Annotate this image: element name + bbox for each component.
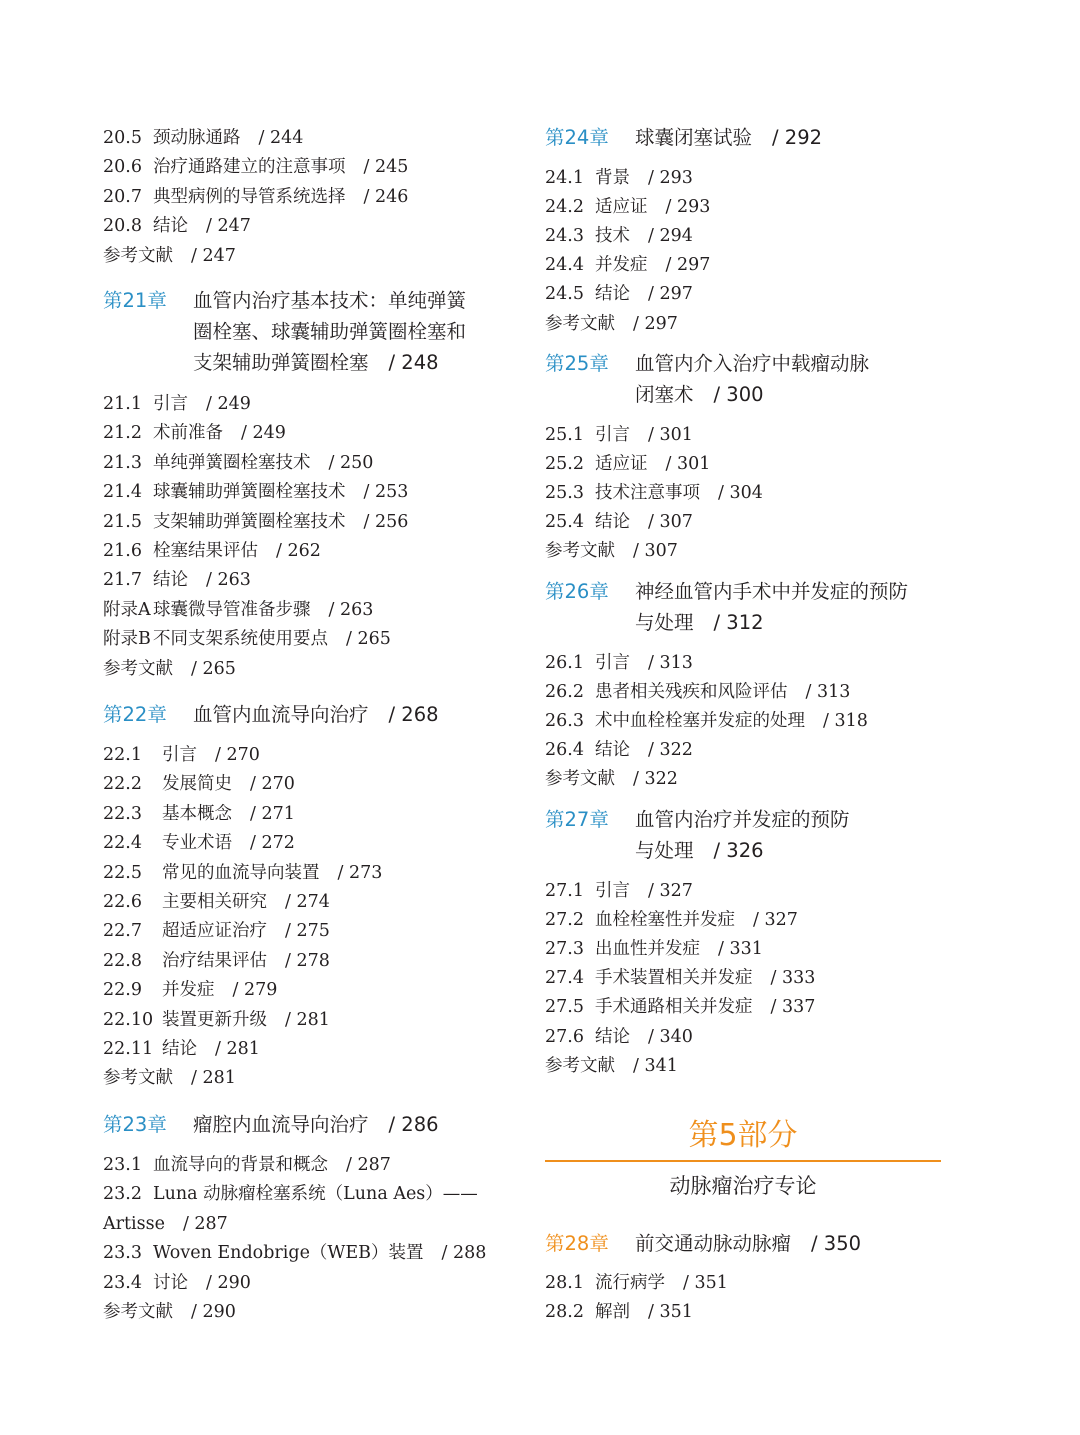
entry-page: / 275 <box>285 921 330 942</box>
chapter-page: / 312 <box>713 611 764 634</box>
entry-number: 26.3 <box>545 711 584 732</box>
chapter-title-text: 血管内介入治疗中载瘤动脉 <box>635 352 870 375</box>
entry-number: 22.5 <box>103 862 142 883</box>
entry-title: 治疗通路建立的注意事项 <box>153 157 346 178</box>
entry-page: / 265 <box>191 658 236 679</box>
toc-entry[interactable] <box>545 908 798 932</box>
toc-entry[interactable] <box>545 1025 693 1049</box>
toc-entry[interactable] <box>545 1300 693 1324</box>
entry-title: 栓塞结果评估 <box>153 541 258 561</box>
entry-number: 22.8 <box>103 950 142 971</box>
entry-title: 结论 <box>595 1026 630 1047</box>
entry-number: 21.1 <box>103 394 142 414</box>
chapter-title-line <box>635 1229 861 1259</box>
entry-number: 附录B <box>103 629 151 650</box>
toc-entry[interactable] <box>103 949 330 973</box>
toc-entry[interactable] <box>103 1212 228 1236</box>
entry-title: 适应证 <box>595 454 648 475</box>
entry-page: / 351 <box>683 1273 728 1293</box>
entry-number: 24.5 <box>545 284 584 305</box>
entry-number: 参考文献 <box>545 769 615 790</box>
entry-number: 27.1 <box>545 881 584 901</box>
chapter-label: 第26章 <box>545 580 609 603</box>
entry-title: 技术注意事项 <box>595 483 700 504</box>
part-divider <box>545 1160 941 1162</box>
entry-page: / 290 <box>206 1272 251 1293</box>
chapter-title-text: 血管内血流导向治疗 <box>193 703 369 726</box>
entry-page: / 307 <box>633 541 678 562</box>
entry-title: 引言 <box>162 745 197 765</box>
entry-page: / 313 <box>648 653 693 673</box>
entry-page: / 281 <box>191 1068 236 1089</box>
chapter-title-line <box>635 836 764 866</box>
entry-page: / 297 <box>665 255 711 276</box>
entry-number: 20.6 <box>103 157 142 178</box>
chapter-page: / 292 <box>772 126 823 149</box>
chapter-title-text: 圈栓塞、球囊辅助弹簧圈栓塞和 <box>193 320 467 343</box>
entry-title: 典型病例的导管系统选择 <box>153 186 346 207</box>
entry-page: / 287 <box>346 1155 391 1175</box>
toc-entry[interactable] <box>545 253 710 277</box>
entry-number: 参考文献 <box>545 541 615 562</box>
chapter-page: / 300 <box>713 383 764 406</box>
entry-number: 参考文献 <box>545 313 615 334</box>
entry-page: / 250 <box>328 452 374 473</box>
chapter-title-text: 与处理 <box>635 611 694 634</box>
toc-entry[interactable] <box>103 539 321 563</box>
entry-page: / 265 <box>346 629 391 650</box>
entry-number: 26.4 <box>545 740 584 761</box>
entry-number: 27.3 <box>545 939 584 960</box>
chapter-title-line <box>635 608 764 638</box>
entry-number: 23.1 <box>103 1155 142 1175</box>
entry-number: 27.4 <box>545 968 584 989</box>
toc-entry[interactable] <box>545 539 678 563</box>
chapter-title-text: 神经血管内手术中并发症的预防 <box>635 580 909 603</box>
entry-page: / 270 <box>250 774 295 795</box>
entry-number: 参考文献 <box>103 658 173 679</box>
chapter-title-line <box>635 577 908 607</box>
entry-title: 发展简史 <box>162 774 232 795</box>
chapter-label: 第24章 <box>545 126 609 149</box>
entry-number: 27.2 <box>545 910 584 931</box>
toc-entry[interactable] <box>103 451 373 475</box>
entry-page: / 245 <box>363 157 409 178</box>
entry-page: / 327 <box>753 910 798 931</box>
toc-entry[interactable] <box>545 767 678 791</box>
entry-page: / 278 <box>285 950 330 971</box>
entry-number: 21.3 <box>103 452 142 473</box>
toc-entry[interactable] <box>103 155 408 179</box>
entry-number: 21.2 <box>103 423 142 444</box>
toc-entry[interactable] <box>103 126 303 150</box>
entry-title: 结论 <box>153 570 188 591</box>
chapter-title-text: 血管内治疗基本技术：单纯弹簧 <box>193 289 467 312</box>
entry-number: 22.2 <box>103 774 142 795</box>
entry-page: / 274 <box>285 892 330 912</box>
entry-title: 装置更新升级 <box>162 1009 267 1030</box>
entry-number: 28.1 <box>545 1273 584 1293</box>
entry-number: 25.1 <box>545 425 584 445</box>
toc-entry[interactable] <box>103 480 408 504</box>
entry-page: / 322 <box>648 740 693 761</box>
entry-title: Luna 动脉瘤栓塞系统（Luna Aes）—— <box>153 1184 478 1205</box>
chapter-page: / 268 <box>388 703 439 726</box>
toc-entry[interactable] <box>103 510 408 534</box>
entry-page: / 273 <box>337 862 383 883</box>
entry-title: 球囊微导管准备步骤 <box>153 599 311 620</box>
entry-page: / 290 <box>191 1302 236 1322</box>
entry-number: 24.1 <box>545 168 584 188</box>
entry-number: 27.5 <box>545 997 584 1018</box>
toc-entry[interactable] <box>545 481 763 505</box>
entry-title: 术前准备 <box>153 423 223 444</box>
entry-page: / 341 <box>633 1055 678 1076</box>
entry-number: 参考文献 <box>103 245 173 266</box>
chapter-title-text: 球囊闭塞试验 <box>635 126 753 149</box>
toc-entry[interactable] <box>103 627 391 651</box>
entry-title: 背景 <box>595 168 630 188</box>
toc-entry[interactable] <box>545 937 763 961</box>
entry-title: 支架辅助弹簧圈栓塞技术 <box>153 511 346 532</box>
entry-page: / 247 <box>191 245 236 266</box>
entry-page: / 281 <box>285 1009 330 1030</box>
chapter-title-line <box>193 348 439 378</box>
entry-page: / 281 <box>215 1039 260 1059</box>
chapter-title-line <box>193 317 466 347</box>
entry-title: 结论 <box>595 740 630 761</box>
chapter-title-text: 支架辅助弹簧圈栓塞 <box>193 351 369 374</box>
entry-title: 引言 <box>595 425 630 445</box>
toc-entry[interactable] <box>103 1153 391 1177</box>
entry-number: 25.2 <box>545 454 584 475</box>
toc-entry[interactable] <box>103 743 260 767</box>
toc-entry[interactable] <box>103 185 408 209</box>
entry-page: / 246 <box>363 186 409 207</box>
toc-entry[interactable] <box>545 738 693 762</box>
chapter-title-line <box>635 349 869 379</box>
toc-entry[interactable] <box>545 312 678 336</box>
entry-number: 21.4 <box>103 482 142 503</box>
entry-number: 22.3 <box>103 803 142 824</box>
entry-number: 附录A <box>103 599 151 620</box>
entry-number: 22.10 <box>103 1009 154 1030</box>
entry-page: / 256 <box>363 511 409 532</box>
entry-title: 专业术语 <box>162 833 232 854</box>
toc-entry[interactable] <box>545 423 693 447</box>
toc-entry[interactable] <box>103 772 295 796</box>
entry-number: 24.2 <box>545 197 584 218</box>
toc-entry[interactable] <box>103 1037 260 1061</box>
toc-entry[interactable] <box>103 919 330 943</box>
entry-title: 常见的血流导向装置 <box>162 862 320 883</box>
entry-number: 21.6 <box>103 541 142 561</box>
entry-page: / 263 <box>206 570 251 591</box>
entry-page: / 304 <box>718 483 763 504</box>
toc-entry[interactable] <box>103 831 295 855</box>
entry-number: 26.2 <box>545 682 584 703</box>
chapter-title-text: 瘤腔内血流导向治疗 <box>193 1113 369 1136</box>
entry-number: 26.1 <box>545 653 584 673</box>
entry-page: / 293 <box>665 197 711 218</box>
entry-page: / 340 <box>648 1026 693 1047</box>
entry-number: 23.4 <box>103 1272 142 1293</box>
entry-page: / 307 <box>648 512 693 533</box>
entry-title: 引言 <box>595 881 630 901</box>
entry-title: 并发症 <box>595 255 648 276</box>
entry-title: 治疗结果评估 <box>162 950 267 971</box>
entry-page: / 279 <box>232 980 278 1001</box>
entry-number: 参考文献 <box>103 1302 173 1322</box>
chapter-title-text: 前交通动脉动脉瘤 <box>635 1232 792 1255</box>
entry-page: / 244 <box>258 128 304 148</box>
entry-title: 流行病学 <box>595 1273 665 1293</box>
entry-number: 参考文献 <box>545 1055 615 1076</box>
entry-title: 适应证 <box>595 197 648 218</box>
toc-entry[interactable] <box>545 452 710 476</box>
entry-title: Woven Endobrige（WEB）装置 <box>153 1243 424 1264</box>
chapter-label: 第27章 <box>545 808 609 831</box>
entry-page: / 333 <box>770 968 816 989</box>
toc-entry[interactable] <box>545 966 815 990</box>
entry-title: 结论 <box>153 216 188 237</box>
entry-number: 25.4 <box>545 512 584 533</box>
entry-title: 技术 <box>595 226 630 247</box>
chapter-label: 第23章 <box>103 1113 167 1136</box>
entry-title: 讨论 <box>153 1272 188 1293</box>
entry-page: / 263 <box>328 599 374 620</box>
entry-title: 结论 <box>162 1039 197 1059</box>
entry-page: / 297 <box>633 313 678 334</box>
entry-page: / 288 <box>441 1243 487 1264</box>
toc-entry[interactable] <box>103 1241 486 1265</box>
entry-title: 并发症 <box>162 980 215 1001</box>
toc-entry[interactable] <box>545 282 693 306</box>
chapter-title-text: 血管内治疗并发症的预防 <box>635 808 850 831</box>
entry-number: 参考文献 <box>103 1068 173 1089</box>
toc-entry[interactable] <box>545 510 693 534</box>
toc-entry[interactable] <box>545 166 693 190</box>
entry-page: / 270 <box>215 745 260 765</box>
part-5-header <box>545 1116 941 1200</box>
toc-entry[interactable] <box>545 680 850 704</box>
entry-number: 25.3 <box>545 483 584 504</box>
chapter-page: / 350 <box>811 1232 862 1255</box>
entry-title: 患者相关残疾和风险评估 <box>595 682 788 703</box>
toc-entry[interactable] <box>103 568 251 592</box>
chapter-title-line <box>635 380 764 410</box>
toc-entry[interactable] <box>545 651 693 675</box>
entry-page: / 301 <box>665 454 711 475</box>
entry-title: 球囊辅助弹簧圈栓塞技术 <box>153 482 346 503</box>
toc-entry[interactable] <box>545 1271 728 1295</box>
entry-page: / 297 <box>648 284 693 305</box>
chapter-title-line <box>193 286 466 316</box>
entry-page: / 313 <box>805 682 851 703</box>
toc-entry[interactable] <box>103 1008 330 1032</box>
entry-page: / 318 <box>823 711 868 732</box>
entry-title: 单纯弹簧圈栓塞技术 <box>153 452 311 473</box>
entry-number: 22.7 <box>103 921 142 942</box>
toc-entry[interactable] <box>103 1271 251 1295</box>
toc-entry[interactable] <box>103 1066 236 1090</box>
chapter-page: / 326 <box>713 839 764 862</box>
entry-page: / 287 <box>182 1213 228 1234</box>
entry-number: 20.8 <box>103 216 142 237</box>
entry-page: / 293 <box>648 168 693 188</box>
entry-number: 22.11 <box>103 1039 154 1059</box>
entry-title: 主要相关研究 <box>162 892 267 912</box>
part-subtitle: 动脉瘤治疗专论 <box>669 1174 817 1198</box>
entry-page: / 262 <box>276 541 321 561</box>
entry-title: 血流导向的背景和概念 <box>153 1155 328 1175</box>
entry-page: / 253 <box>363 482 409 503</box>
toc-entry[interactable] <box>545 995 815 1019</box>
toc-entry[interactable] <box>103 861 382 885</box>
entry-title: 不同支架系统使用要点 <box>153 629 328 650</box>
entry-page: / 322 <box>633 769 678 790</box>
chapter-label: 第22章 <box>103 703 167 726</box>
entry-page: / 331 <box>718 939 763 960</box>
entry-number: 22.6 <box>103 892 142 912</box>
entry-number: 21.5 <box>103 511 142 532</box>
entry-title: 引言 <box>595 653 630 673</box>
entry-number: 27.6 <box>545 1026 584 1047</box>
entry-number: 23.3 <box>103 1243 142 1264</box>
toc-entry[interactable] <box>103 421 286 445</box>
entry-number: 22.4 <box>103 833 142 854</box>
entry-number: 21.7 <box>103 570 142 591</box>
toc-entry[interactable] <box>103 978 277 1002</box>
entry-page: / 294 <box>648 226 693 247</box>
entry-number: 20.5 <box>103 128 142 148</box>
entry-title: 手术装置相关并发症 <box>595 968 753 989</box>
entry-title: 术中血栓栓塞并发症的处理 <box>595 711 805 732</box>
chapter-title-line <box>635 123 822 153</box>
chapter-label: 第28章 <box>545 1232 609 1255</box>
part-title: 第5部分 <box>688 1118 798 1153</box>
chapter-label: 第21章 <box>103 289 167 312</box>
entry-title: 结论 <box>595 284 630 305</box>
entry-page: / 327 <box>648 881 693 901</box>
entry-page: / 301 <box>648 425 693 445</box>
entry-page: / 272 <box>250 833 295 854</box>
entry-title: 手术通路相关并发症 <box>595 997 753 1018</box>
entry-title: 引言 <box>153 394 188 414</box>
entry-title: 血栓栓塞性并发症 <box>595 910 735 931</box>
entry-number: 24.3 <box>545 226 584 247</box>
entry-title: 颈动脉通路 <box>153 128 241 148</box>
entry-number: 23.2 <box>103 1184 142 1205</box>
toc-entry[interactable] <box>545 224 693 248</box>
entry-title: 出血性并发症 <box>595 939 700 960</box>
toc-entry[interactable] <box>103 1300 236 1324</box>
entry-page: / 271 <box>250 803 295 824</box>
entry-page: / 247 <box>206 216 251 237</box>
toc-entry[interactable] <box>103 244 236 268</box>
entry-number: 28.2 <box>545 1302 584 1323</box>
entry-number: 22.9 <box>103 980 142 1001</box>
toc-entry[interactable] <box>103 598 373 622</box>
chapter-label: 第25章 <box>545 352 609 375</box>
toc-entry[interactable] <box>545 195 710 219</box>
entry-title: 超适应证治疗 <box>162 921 267 942</box>
toc-entry[interactable] <box>103 1182 478 1206</box>
chapter-title-line <box>193 700 439 730</box>
toc-entry[interactable] <box>103 802 295 826</box>
chapter-title-line <box>635 805 850 835</box>
chapter-title-text: 闭塞术 <box>635 383 694 406</box>
entry-number: 20.7 <box>103 186 142 207</box>
entry-page: / 249 <box>206 394 251 414</box>
toc-entry[interactable] <box>545 709 868 733</box>
toc-entry[interactable] <box>545 879 693 903</box>
entry-number: Artisse <box>103 1213 165 1234</box>
chapter-title-line <box>193 1110 439 1140</box>
chapter-page: / 248 <box>388 351 439 374</box>
toc-entry[interactable] <box>103 890 330 914</box>
toc-entry[interactable] <box>103 392 251 416</box>
toc-entry[interactable] <box>103 657 236 681</box>
entry-number: 24.4 <box>545 255 584 276</box>
entry-title: 解剖 <box>595 1302 630 1323</box>
toc-entry[interactable] <box>103 214 251 238</box>
entry-page: / 351 <box>648 1302 693 1323</box>
entry-number: 22.1 <box>103 745 142 765</box>
entry-title: 基本概念 <box>162 803 232 824</box>
entry-page: / 337 <box>770 997 816 1018</box>
chapter-title-text: 与处理 <box>635 839 694 862</box>
entry-title: 结论 <box>595 512 630 533</box>
toc-entry[interactable] <box>545 1054 678 1078</box>
chapter-page: / 286 <box>388 1113 439 1136</box>
entry-page: / 249 <box>241 423 286 444</box>
